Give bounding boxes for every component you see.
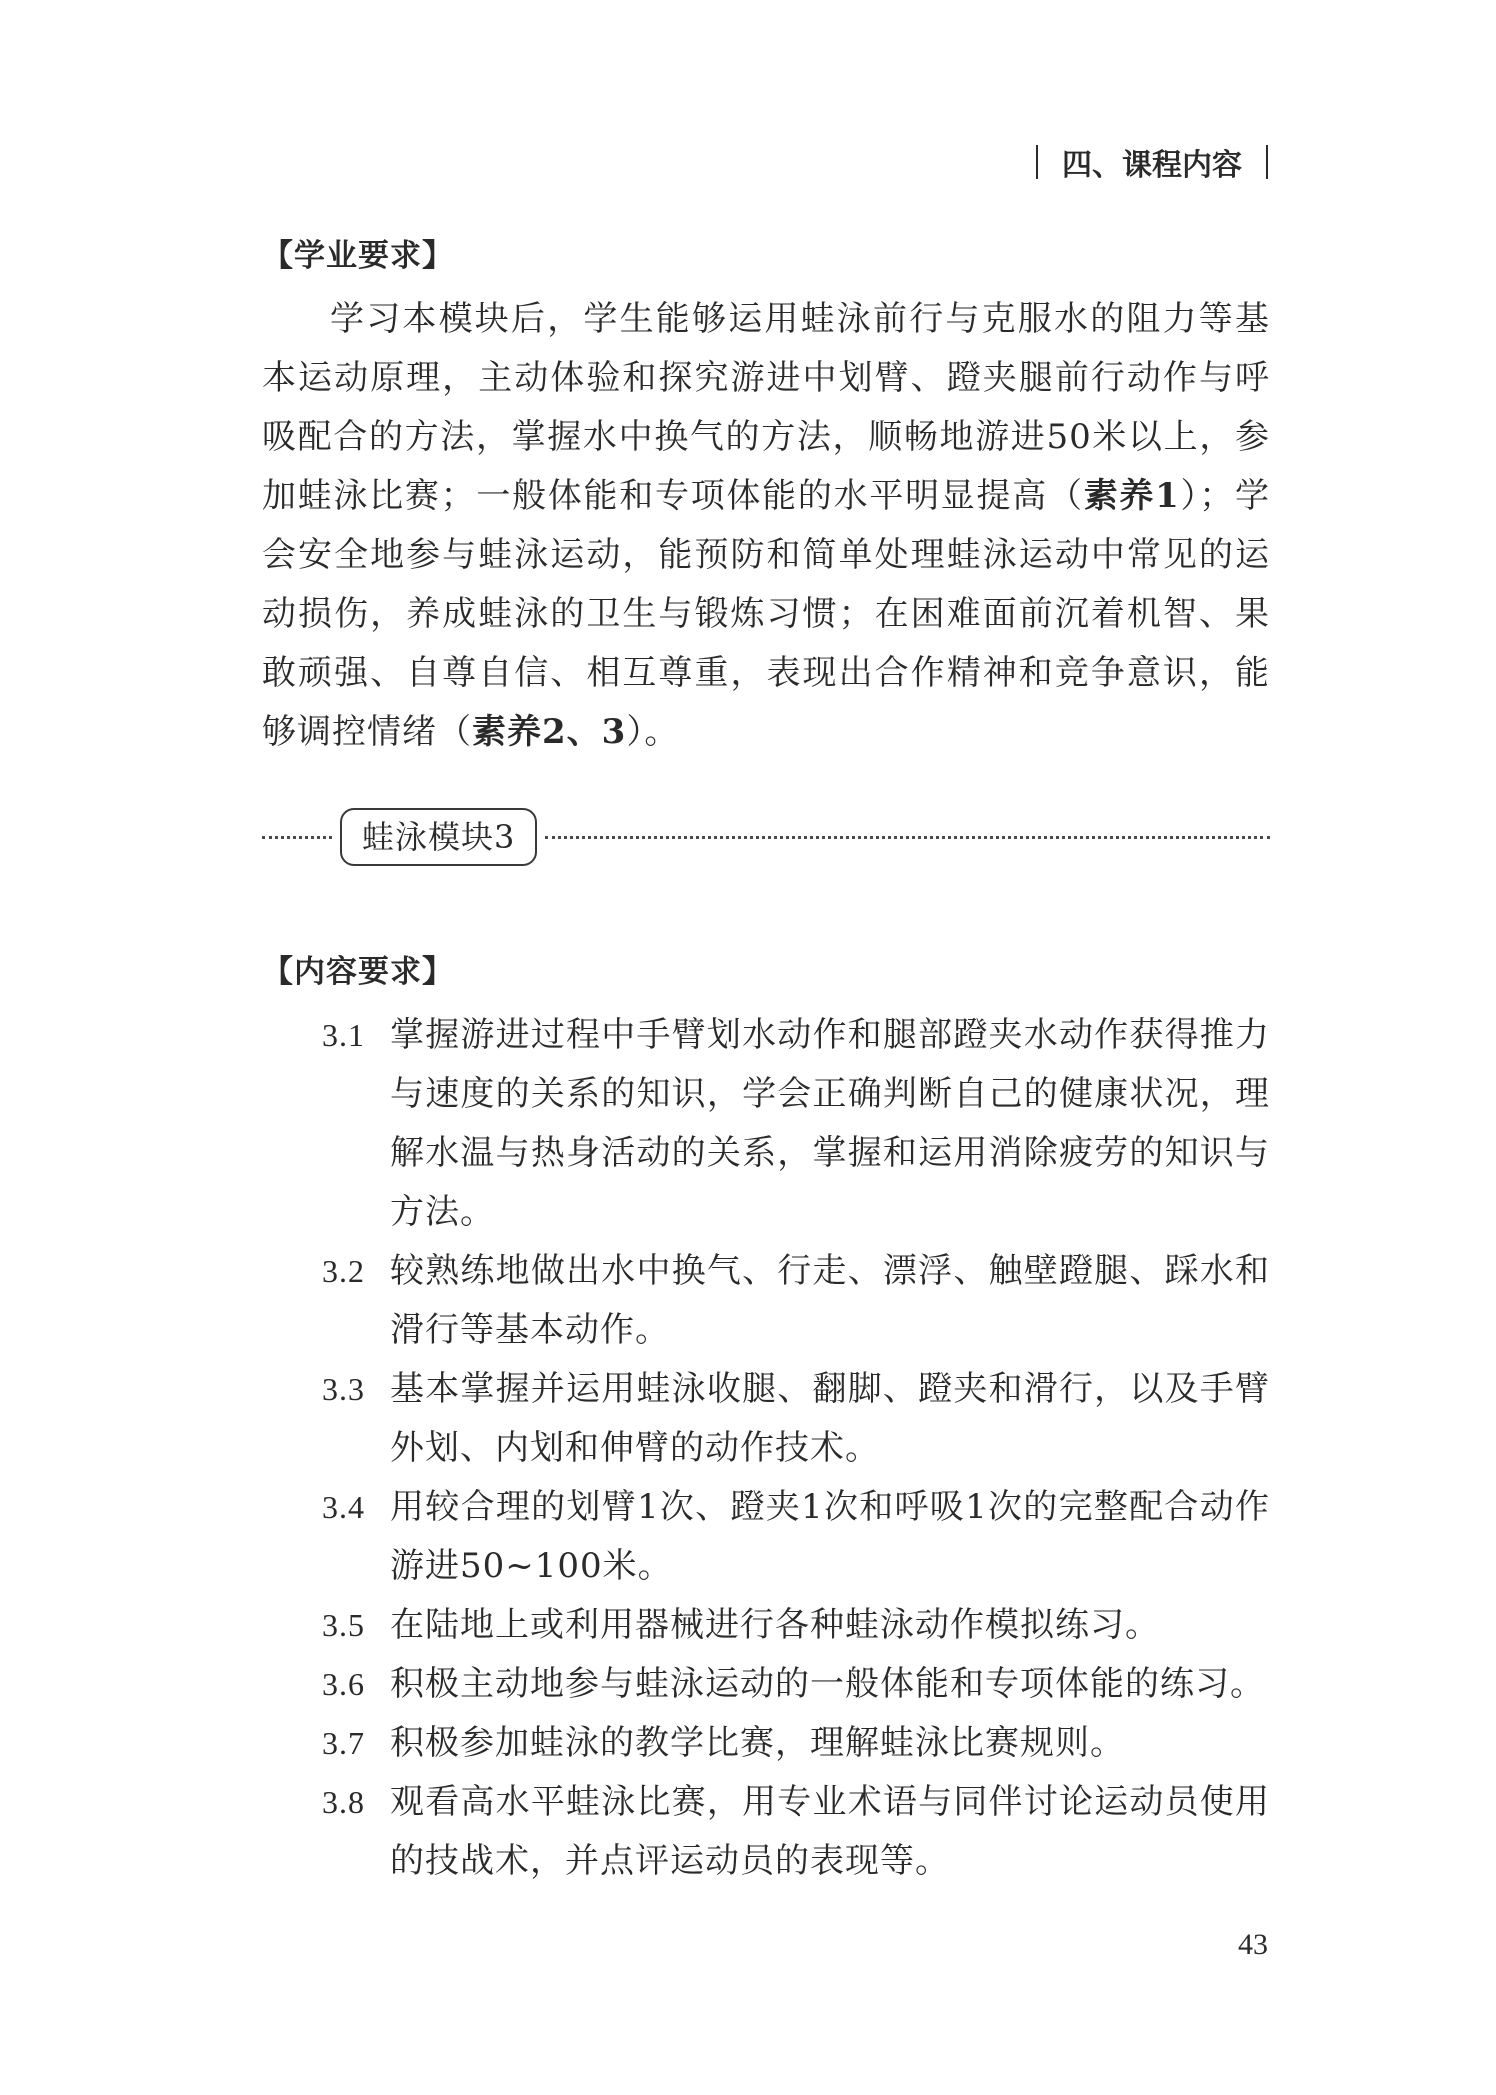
page-number: 43 [1238, 1928, 1268, 1961]
list-item [322, 1006, 1270, 1242]
content-requirements-list [262, 1006, 1270, 1891]
item-number: 3.7 [322, 1725, 365, 1761]
literacy-ref-2-3: 素养2、3 [472, 712, 627, 752]
list-item [322, 1360, 1270, 1478]
module-title-box: 蛙泳模块3 [340, 808, 537, 866]
academic-requirements-section [262, 236, 1270, 762]
running-header [1036, 140, 1268, 184]
running-header-title: 四、课程内容 [1062, 148, 1242, 183]
list-item [322, 1773, 1270, 1891]
list-item [322, 1714, 1270, 1773]
literacy-ref-1: 素养1 [1083, 476, 1180, 516]
item-number: 3.1 [322, 1017, 365, 1053]
item-text: 观看高水平蛙泳比赛，用专业术语与同伴讨论运动员使用的技战术，并点评运动员的表现等。 [390, 1782, 1270, 1881]
item-number: 3.6 [322, 1666, 365, 1702]
paragraph-text-part2: ）；学会安全地参与蛙泳运动，能预防和简单处理蛙泳运动中常见的运动损伤，养成蛙泳的卫生与锻炼习惯；在困难面前沉着机智、果敢顽强、自尊自信、相互尊重，表现出合作精神和竞争意识，能够调控情绪（ [262, 476, 1270, 752]
paragraph-text-part3: ）。 [626, 712, 680, 752]
list-item [322, 1478, 1270, 1596]
header-right-bar [1266, 145, 1268, 179]
item-text: 较熟练地做出水中换气、行走、漂浮、触壁蹬腿、踩水和滑行等基本动作。 [390, 1251, 1270, 1350]
item-number: 3.2 [322, 1253, 365, 1289]
module-divider [262, 808, 1270, 866]
item-text: 在陆地上或利用器械进行各种蛙泳动作模拟练习。 [390, 1605, 1160, 1645]
item-text: 基本掌握并运用蛙泳收腿、翻脚、蹬夹和滑行，以及手臂外划、内划和伸臂的动作技术。 [390, 1369, 1270, 1468]
header-left-bar [1036, 145, 1038, 179]
item-number: 3.5 [322, 1607, 365, 1643]
divider-dots-left [262, 836, 332, 839]
item-text: 积极参加蛙泳的教学比赛，理解蛙泳比赛规则。 [390, 1723, 1125, 1763]
item-number: 3.3 [322, 1371, 365, 1407]
list-item [322, 1242, 1270, 1360]
list-item [322, 1655, 1270, 1714]
divider-dots-right [545, 836, 1270, 839]
item-number: 3.4 [322, 1489, 365, 1525]
academic-requirements-heading: 【学业要求】 [262, 238, 454, 274]
academic-requirements-paragraph [262, 290, 1270, 762]
content-requirements-section [262, 952, 1270, 1891]
paragraph-text-part1: 学习本模块后，学生能够运用蛙泳前行与克服水的阻力等基本运动原理，主动体验和探究游进中划臂、蹬夹腿前行动作与呼吸配合的方法，掌握水中换气的方法，顺畅地游进50米以上，参加蛙泳比赛；一般体能和专项体能的水平明显提高（ [262, 299, 1270, 516]
item-text: 掌握游进过程中手臂划水动作和腿部蹬夹水动作获得推力与速度的关系的知识，学会正确判断自己的健康状况，理解水温与热身活动的关系，掌握和运用消除疲劳的知识与方法。 [390, 1015, 1270, 1232]
content-requirements-heading: 【内容要求】 [262, 954, 454, 990]
list-item [322, 1596, 1270, 1655]
item-text: 用较合理的划臂1次、蹬夹1次和呼吸1次的完整配合动作游进50~100米。 [390, 1487, 1270, 1586]
item-text: 积极主动地参与蛙泳运动的一般体能和专项体能的练习。 [390, 1664, 1265, 1704]
item-number: 3.8 [322, 1784, 365, 1820]
